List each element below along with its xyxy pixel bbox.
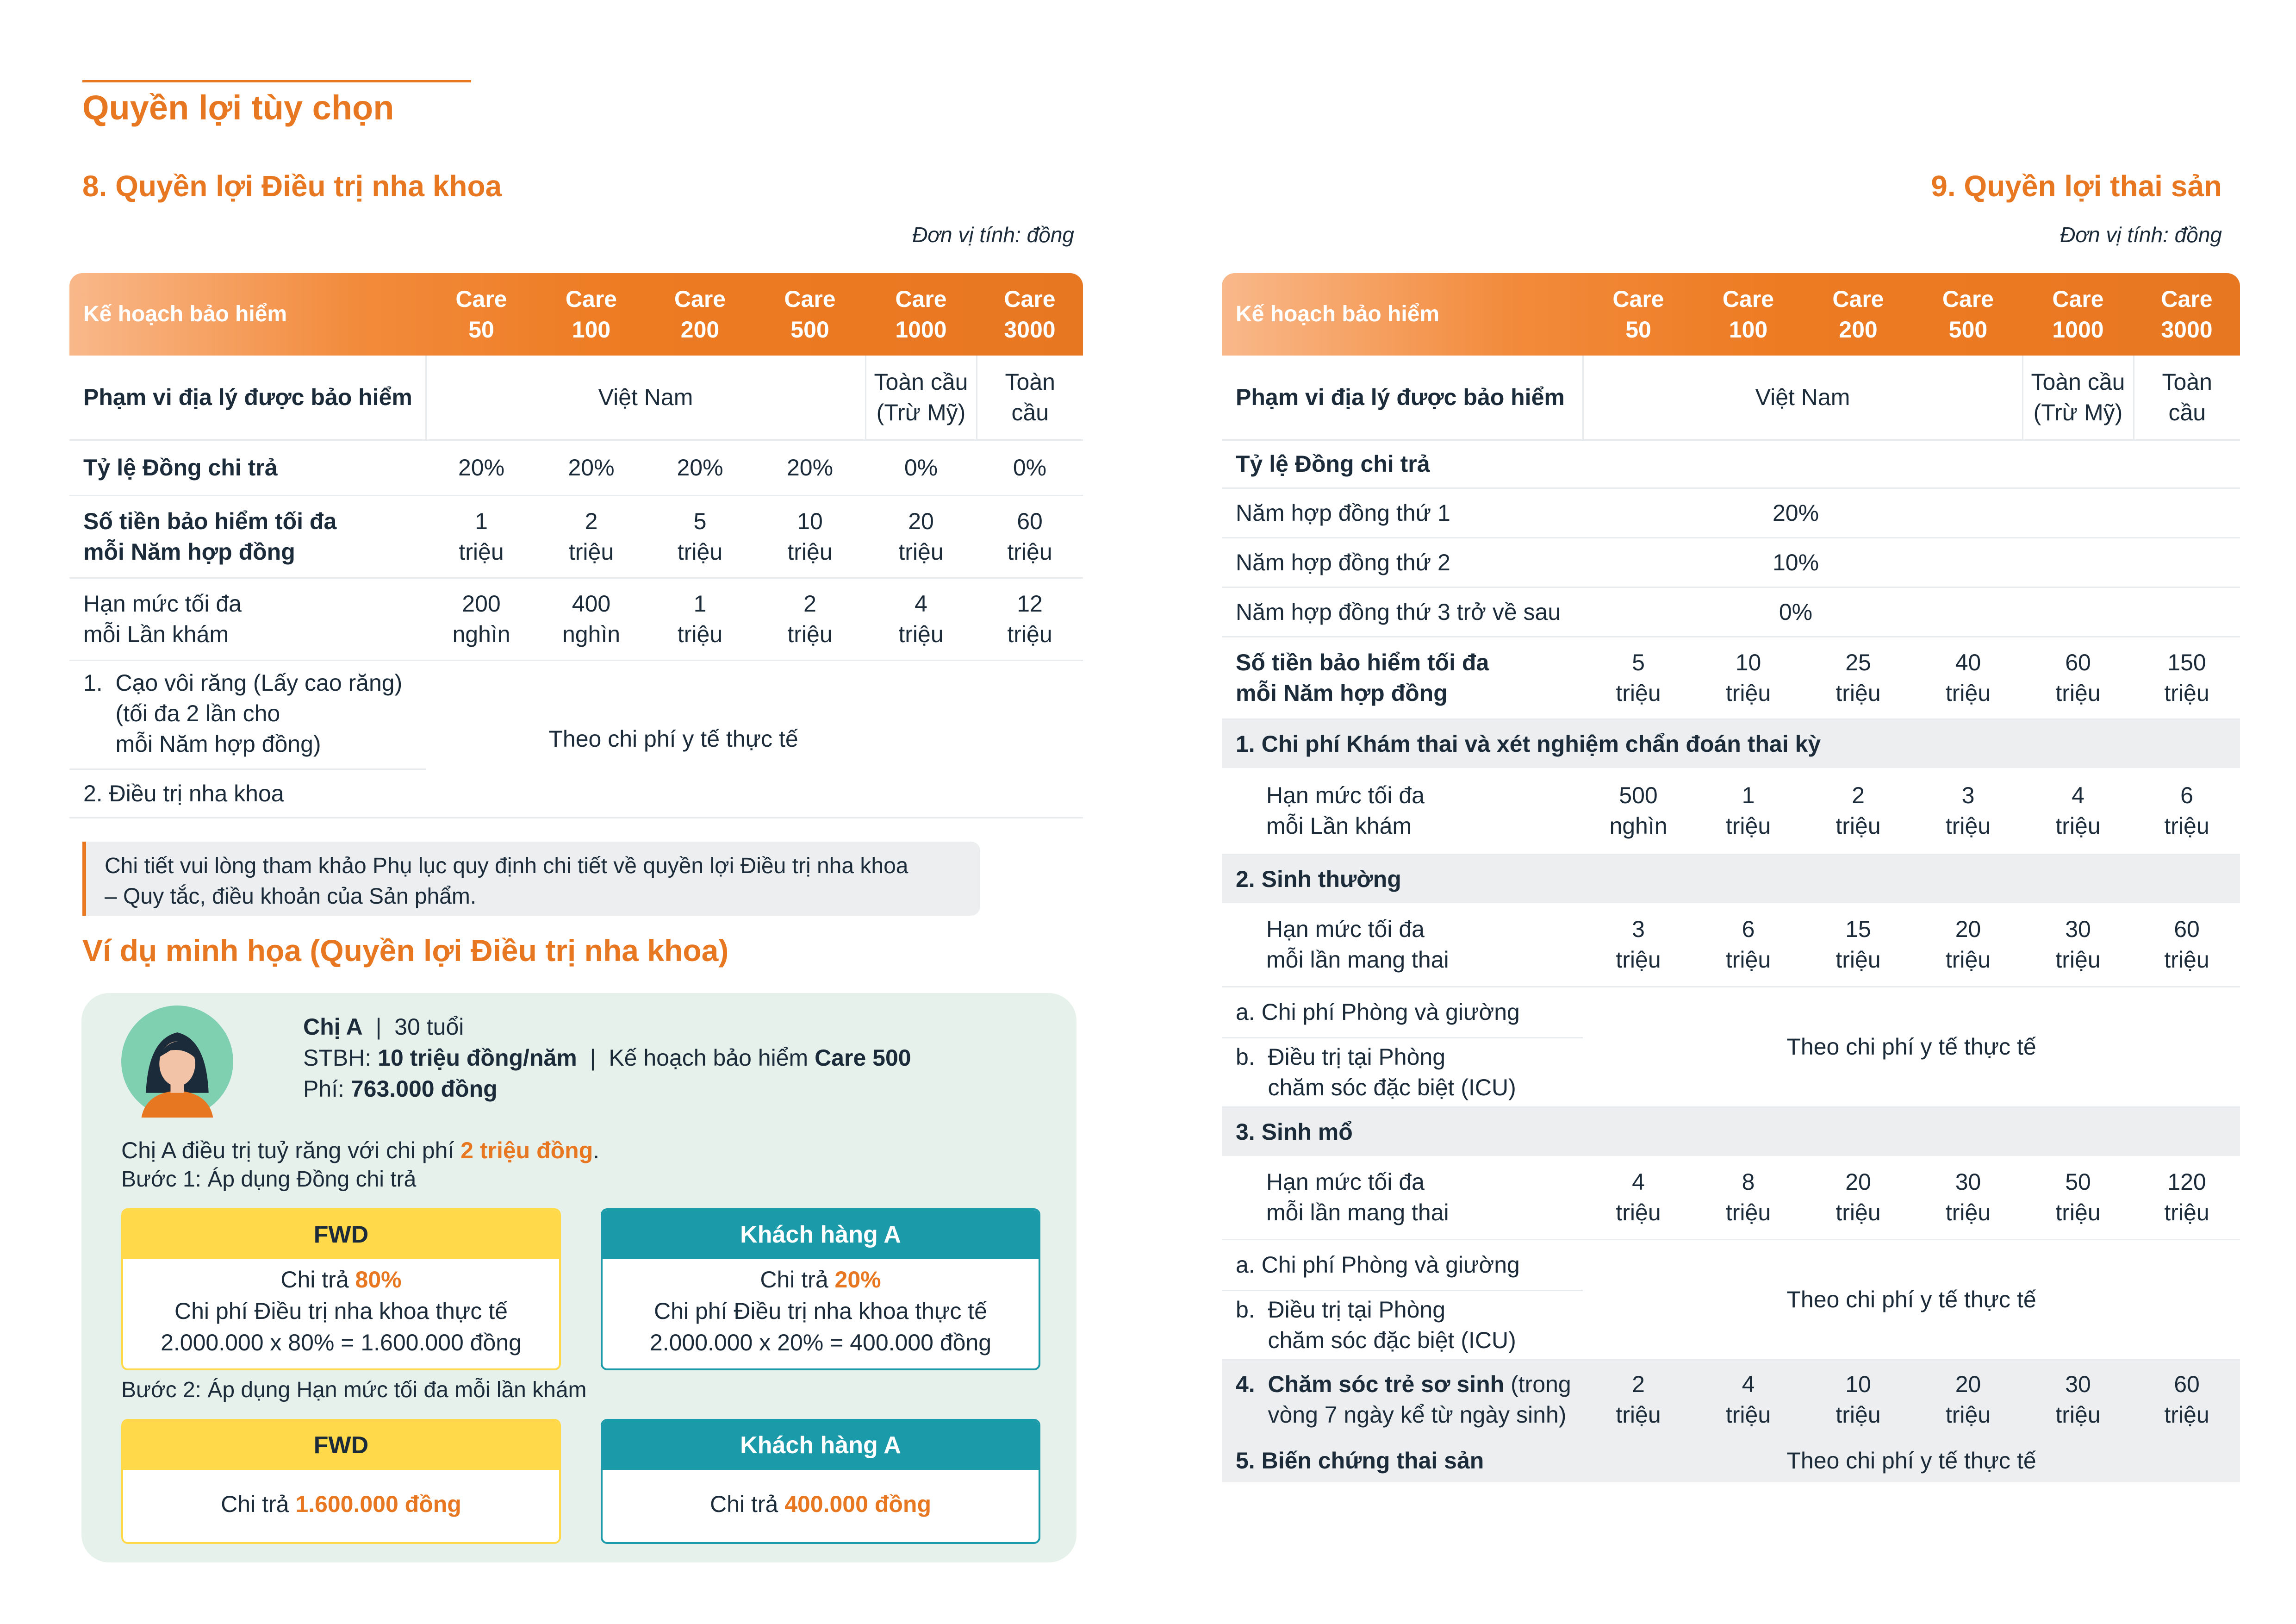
dental-header-care1000: Care 1000 (895, 286, 947, 343)
dental-geo-row (69, 356, 1083, 440)
sec2-limit-value: 6 triệu (1694, 903, 1803, 987)
dental-max-year-label: Số tiền bảo hiểm tối đa mỗi Năm hợp đồng (69, 495, 426, 578)
example-title: Ví dụ minh họa (Quyền lợi Điều trị nha khoa) (82, 933, 729, 968)
sec3-icu-label: b. Điều trị tại Phòng chăm sóc đặc biệt (ICU) (1222, 1290, 1583, 1360)
dental-header-care200: Care 200 (674, 286, 726, 343)
dental-geo-global-ex-us: Toàn cầu (Trừ Mỹ) (865, 356, 977, 440)
maternity-max-year-label: Số tiền bảo hiểm tối đa mỗi Năm hợp đồng (1222, 637, 1583, 719)
customer-card-body (603, 1470, 1039, 1520)
dental-header-care500: Care 500 (784, 286, 836, 343)
sec4-value: 20 triệu (1914, 1360, 2022, 1438)
maternity-geo-vn: Việt Nam (1583, 356, 2022, 440)
maternity-sec3-room-row (1222, 1239, 2240, 1290)
step2-label: Bước 2: Áp dụng Hạn mức tối đa mỗi lần khám (121, 1378, 587, 1402)
dental-copay-value: 0% (977, 440, 1083, 495)
empty-cell (1583, 440, 2240, 488)
dental-max-visit-label: Hạn mức tối đa mỗi Lần khám (69, 578, 426, 660)
fwd-card-body (123, 1470, 559, 1520)
dental-item2-label: 2. Điều trị nha khoa (69, 769, 426, 818)
year2-value: 10% (1583, 537, 2240, 587)
sec1-limit-value: 3 triệu (1914, 768, 2022, 854)
plan-value: Care 500 (815, 1045, 911, 1071)
maternity-sec3-limit-row (1222, 1156, 2240, 1239)
dental-max-year-row (69, 495, 1083, 578)
maternity-header-care500: Care 500 (1942, 286, 1994, 343)
maternity-max-year-value: 5 triệu (1583, 637, 1694, 719)
fwd-card-title: FWD (123, 1421, 559, 1470)
fee-label: Phí: (303, 1076, 351, 1102)
sec1-limit-value: 2 triệu (1803, 768, 1914, 854)
plan-label: | Kế hoạch bảo hiểm (577, 1045, 815, 1071)
dental-copay-value: 0% (865, 440, 977, 495)
dental-max-visit-value: 200 nghìn (426, 578, 537, 660)
maternity-sec5-row (1222, 1438, 2240, 1482)
dental-max-visit-value: 1 triệu (646, 578, 754, 660)
fwd-final: 1.600.000 đồng (295, 1491, 461, 1517)
info-line-1 (303, 1012, 911, 1043)
customer-pct: 20% (834, 1267, 881, 1293)
top-rule (82, 80, 471, 82)
dental-max-year-value: 1 triệu (426, 495, 537, 578)
maternity-header-care50: Care 50 (1612, 286, 1664, 343)
sec4-value: 10 triệu (1803, 1360, 1914, 1438)
dental-unit: Đơn vị tính: đồng (912, 223, 1074, 247)
stbh-value: 10 triệu đồng/năm (378, 1045, 577, 1071)
maternity-max-year-value: 150 triệu (2134, 637, 2240, 719)
dental-header-care100: Care 100 (565, 286, 617, 343)
customer-card-title: Khách hàng A (603, 1210, 1039, 1259)
dental-max-year-value: 20 triệu (865, 495, 977, 578)
maternity-geo-global: Toàn cầu (2134, 356, 2240, 440)
sec3-limit-label: Hạn mức tối đa mỗi lần mang thai (1222, 1156, 1583, 1239)
year3-label: Năm hợp đồng thứ 3 trở về sau (1222, 587, 1583, 637)
customer-final: 400.000 đồng (784, 1491, 931, 1517)
sec4-title: 4. Chăm sóc trẻ sơ sinh (1236, 1371, 1505, 1397)
maternity-table (1222, 273, 2240, 1482)
dental-max-visit-value: 4 triệu (865, 578, 977, 660)
customer-name: Chị A (303, 1014, 363, 1040)
dental-copay-value: 20% (426, 440, 537, 495)
story-text: Chị A điều trị tuỷ răng với chi phí (121, 1137, 461, 1163)
cost-line: Chi phí Điều trị nha khoa thực tế (654, 1298, 987, 1324)
stbh-label: STBH: (303, 1045, 378, 1071)
sec3-limit-value: 8 triệu (1694, 1156, 1803, 1239)
dental-copay-row (69, 440, 1083, 495)
fee-value: 763.000 đồng (350, 1076, 498, 1102)
dental-geo-global: Toàn cầu (977, 356, 1083, 440)
dental-copay-value: 20% (754, 440, 865, 495)
sec2-limit-value: 15 triệu (1803, 903, 1914, 987)
sec2-title: 2. Sinh thường (1222, 854, 2240, 903)
sec4-label (1222, 1360, 1583, 1438)
maternity-max-year-value: 40 triệu (1914, 637, 2022, 719)
maternity-year3-row (1222, 587, 2240, 637)
sec1-limit-value: 6 triệu (2134, 768, 2240, 854)
example-story (121, 1132, 599, 1169)
maternity-header-plan: Kế hoạch bảo hiểm (1236, 302, 1440, 326)
dental-max-year-value: 2 triệu (537, 495, 646, 578)
customer-card-step2 (601, 1419, 1040, 1544)
customer-age: 30 tuổi (394, 1014, 464, 1040)
maternity-unit: Đơn vị tính: đồng (2060, 223, 2222, 247)
sec5-actual-cost: Theo chi phí y tế thực tế (1583, 1438, 2240, 1482)
step1-label: Bước 1: Áp dụng Đồng chi trả (121, 1167, 417, 1192)
maternity-header-care1000: Care 1000 (2052, 286, 2104, 343)
fwd-pct: 80% (355, 1267, 402, 1293)
maternity-sec1-limit-row (1222, 768, 2240, 854)
dental-geo-vn: Việt Nam (426, 356, 865, 440)
sec1-limit-value: 500 nghìn (1583, 768, 1694, 854)
info-separator: | (362, 1014, 395, 1040)
maternity-geo-label: Phạm vi địa lý được bảo hiểm (1222, 356, 1583, 440)
maternity-sec4-row (1222, 1360, 2240, 1438)
maternity-copay-label: Tỷ lệ Đồng chi trả (1222, 440, 1583, 488)
sec3-room-label: a. Chi phí Phòng và giường (1222, 1239, 1583, 1290)
info-line-2 (303, 1043, 911, 1074)
dental-table (69, 273, 1083, 818)
maternity-geo-row (1222, 356, 2240, 440)
sec1-limit-value: 4 triệu (2022, 768, 2134, 854)
maternity-sec2-room-row (1222, 987, 2240, 1037)
dental-heading: 8. Quyền lợi Điều trị nha khoa (82, 169, 502, 203)
dental-note: Chi tiết vui lòng tham khảo Phụ lục quy định chi tiết về quyền lợi Điều trị nha khoa – Quy tắc, điều khoản của Sản phẩm. (82, 842, 980, 916)
dental-max-year-value: 10 triệu (754, 495, 865, 578)
fwd-card-step1 (121, 1208, 561, 1370)
dental-header-plan: Kế hoạch bảo hiểm (83, 302, 287, 326)
maternity-copay-row (1222, 440, 2240, 488)
info-line-3 (303, 1074, 911, 1105)
cost-line: Chi phí Điều trị nha khoa thực tế (174, 1298, 508, 1324)
year1-value: 20% (1583, 488, 2240, 537)
sec4-detail: (trong vòng 7 ngày kể từ ngày sinh) (1268, 1371, 1571, 1428)
sec3-limit-value: 120 triệu (2134, 1156, 2240, 1239)
dental-item1-label: 1. Cạo vôi răng (Lấy cao răng) (tối đa 2 lần cho mỗi Năm hợp đồng) (69, 660, 426, 769)
dental-max-visit-value: 2 triệu (754, 578, 865, 660)
story-end: . (593, 1137, 600, 1163)
sec2-limit-value: 20 triệu (1914, 903, 2022, 987)
sec3-limit-value: 20 triệu (1803, 1156, 1914, 1239)
sec3-limit-value: 50 triệu (2022, 1156, 2134, 1239)
maternity-header-care3000: Care 3000 (2161, 286, 2213, 343)
avatar (121, 1006, 233, 1118)
customer-card-body (603, 1259, 1039, 1358)
sec1-limit-label: Hạn mức tối đa mỗi Lần khám (1222, 768, 1583, 854)
dental-max-visit-value: 400 nghìn (537, 578, 646, 660)
maternity-max-year-value: 60 triệu (2022, 637, 2134, 719)
dental-header-care3000: Care 3000 (1004, 286, 1056, 343)
customer-card-title: Khách hàng A (603, 1421, 1039, 1470)
example-info (303, 1012, 911, 1105)
sec2-limit-value: 60 triệu (2134, 903, 2240, 987)
fwd-card-body (123, 1259, 559, 1358)
sec2-limit-value: 3 triệu (1583, 903, 1694, 987)
pays-label: Chi trả (710, 1491, 785, 1517)
sec1-title: 1. Chi phí Khám thai và xét nghiệm chẩn đoán thai kỳ (1222, 719, 2240, 768)
year3-value: 0% (1583, 587, 2240, 637)
sec2-limit-label: Hạn mức tối đa mỗi lần mang thai (1222, 903, 1583, 987)
customer-calc: 2.000.000 x 20% = 400.000 đồng (649, 1330, 992, 1355)
maternity-sec1-row (1222, 719, 2240, 768)
sec5-title: 5. Biến chứng thai sản (1222, 1438, 1583, 1482)
fwd-card-title: FWD (123, 1210, 559, 1259)
dental-copay-value: 20% (646, 440, 754, 495)
maternity-max-year-value: 25 triệu (1803, 637, 1914, 719)
dental-copay-label: Tỷ lệ Đồng chi trả (69, 440, 426, 495)
dental-max-year-value: 5 triệu (646, 495, 754, 578)
pays-label: Chi trả (760, 1267, 835, 1293)
maternity-header-row (1222, 273, 2240, 356)
maternity-heading: 9. Quyền lợi thai sản (1931, 169, 2222, 203)
pays-label: Chi trả (280, 1267, 355, 1293)
year1-label: Năm hợp đồng thứ 1 (1222, 488, 1583, 537)
maternity-max-year-row (1222, 637, 2240, 719)
sec1-limit-value: 1 triệu (1694, 768, 1803, 854)
pays-label: Chi trả (221, 1491, 296, 1517)
sec4-value: 4 triệu (1694, 1360, 1803, 1438)
sec2-limit-value: 30 triệu (2022, 903, 2134, 987)
maternity-max-year-value: 10 triệu (1694, 637, 1803, 719)
sec4-value: 2 triệu (1583, 1360, 1694, 1438)
dental-max-year-value: 60 triệu (977, 495, 1083, 578)
maternity-year2-row (1222, 537, 2240, 587)
maternity-sec2-limit-row (1222, 903, 2240, 987)
sec3-limit-value: 30 triệu (1914, 1156, 2022, 1239)
sec3-actual-cost: Theo chi phí y tế thực tế (1583, 1239, 2240, 1360)
dental-max-visit-value: 12 triệu (977, 578, 1083, 660)
maternity-sec2-row (1222, 854, 2240, 903)
year2-label: Năm hợp đồng thứ 2 (1222, 537, 1583, 587)
maternity-header-care100: Care 100 (1722, 286, 1774, 343)
dental-max-visit-row (69, 578, 1083, 660)
sec2-room-label: a. Chi phí Phòng và giường (1222, 987, 1583, 1037)
fwd-card-step2 (121, 1419, 561, 1544)
sec4-value: 60 triệu (2134, 1360, 2240, 1438)
fwd-calc: 2.000.000 x 80% = 1.600.000 đồng (161, 1330, 522, 1355)
dental-geo-label: Phạm vi địa lý được bảo hiểm (69, 356, 426, 440)
dental-actual-cost: Theo chi phí y tế thực tế (426, 660, 1083, 818)
sec2-icu-label: b. Điều trị tại Phòng chăm sóc đặc biệt (ICU) (1222, 1037, 1583, 1107)
sec3-limit-value: 4 triệu (1583, 1156, 1694, 1239)
dental-header-care50: Care 50 (455, 286, 507, 343)
section-title: Quyền lợi tùy chọn (82, 88, 394, 127)
maternity-header-care200: Care 200 (1832, 286, 1884, 343)
story-amount: 2 triệu đồng (460, 1137, 593, 1163)
maternity-sec3-row (1222, 1107, 2240, 1156)
maternity-geo-global-ex-us: Toàn cầu (Trừ Mỹ) (2022, 356, 2134, 440)
maternity-year1-row (1222, 488, 2240, 537)
sec4-value: 30 triệu (2022, 1360, 2134, 1438)
dental-header-row (69, 273, 1083, 356)
dental-item1-row (69, 660, 1083, 769)
sec3-title: 3. Sinh mổ (1222, 1107, 2240, 1156)
sec2-actual-cost: Theo chi phí y tế thực tế (1583, 987, 2240, 1107)
dental-copay-value: 20% (537, 440, 646, 495)
customer-card-step1 (601, 1208, 1040, 1370)
